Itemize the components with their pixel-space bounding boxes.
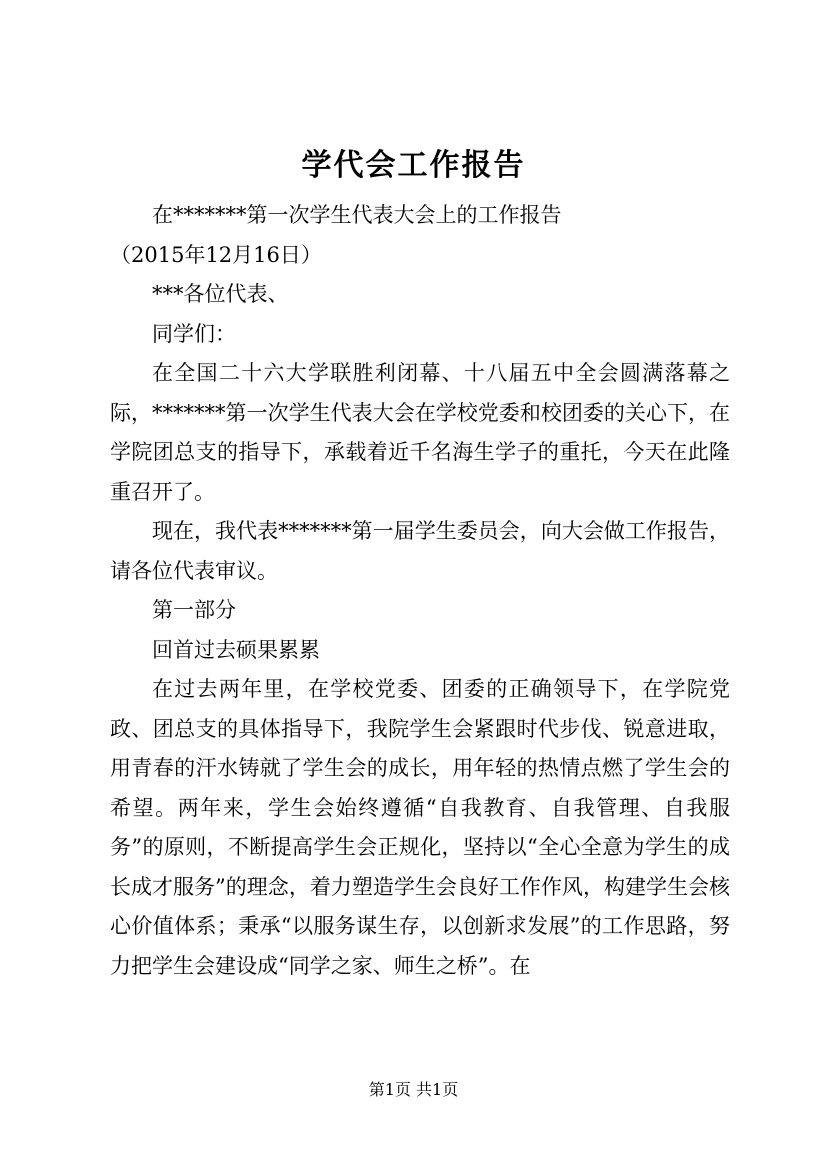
paragraph-report-heading: 在*******第一次学生代表大会上的工作报告 — [152, 203, 562, 227]
paragraph-opening: 在全国二十六大学联胜利闭幕、十八届五中全会圆满落幕之际，*******第一次学生代表大会在学校党委和校团委的关心下，在学院团总支的指导下，承载着近千名海生学子的重托，今天在此隆重召开了。 — [110, 361, 730, 504]
paragraph-salutation: ***各位代表、 — [152, 282, 289, 306]
page-footer: 第1页 共1页 — [368, 1080, 459, 1099]
document-body — [110, 196, 730, 986]
document-title: 学代会工作报告 — [301, 148, 526, 183]
paragraph-report-intro: 现在，我代表*******第一届学生委员会，向大会做工作报告，请各位代表审议。 — [110, 519, 730, 583]
paragraph-date: （2015年12月16日） — [110, 242, 322, 267]
section-subheading: 回首过去硕果累累 — [152, 637, 320, 662]
section-heading-part-one: 第一部分 — [152, 598, 236, 622]
paragraph-salutation-students: 同学们： — [152, 321, 236, 346]
paragraph-review: 在过去两年里，在学校党委、团委的正确领导下，在学院党政、团总支的具体指导下，我院学生会紧跟时代步伐、锐意进取，用青春的汗水铸就了学生会的成长，用年轻的热情点燃了学生会的希望。两年来，学生会始终遵循“自我教育、自我管理、自我服务”的原则，不断提高学生会正规化，坚持以“全心全意为学生的成长成才服务”的理念，着力塑造学生会良好工作作风，构建学生会核心价值体系；秉承“以服务谋生存，以创新求发展”的工作思路，努力把学生会建设成“同学之家、师生之桥”。在 — [110, 677, 730, 978]
